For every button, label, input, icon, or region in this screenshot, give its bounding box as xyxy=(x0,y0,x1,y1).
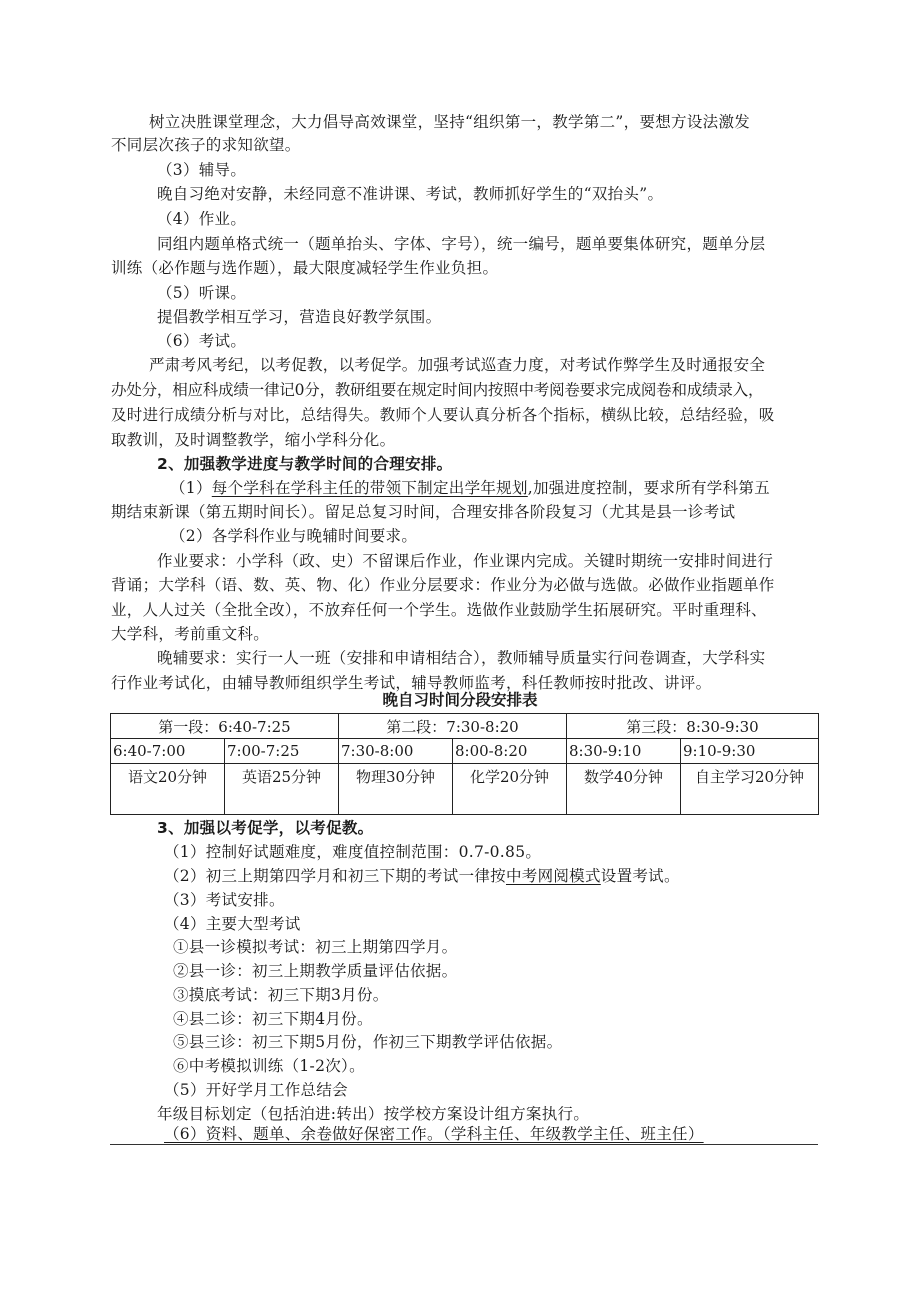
homework-line: 作业要求：小学科（政、史）不留课后作业，作业课内完成。关键时期统一安排时间进行 xyxy=(157,552,774,570)
paragraph-line: 期结束新课（第五期时间长）。留足总复习时间，合理安排各阶段复习（尤其是县一诊考试 xyxy=(111,503,736,521)
time-cell: 8:00-8:20 xyxy=(453,739,567,764)
paragraph-line: 训练（必作题与选作题），最大限度减轻学生作业负担。 xyxy=(111,259,499,277)
subject-cell: 化学20分钟 xyxy=(453,764,567,815)
bottom-rule xyxy=(110,1144,818,1145)
time-row xyxy=(111,739,819,764)
exam-list-item: ⑤县三诊：初三下期5月份，作初三下期教学评估依据。 xyxy=(173,1033,563,1051)
exam-list-item: ②县一诊：初三上期教学质量评估依据。 xyxy=(173,962,458,980)
section-3-item-4: （4）主要大型考试 xyxy=(164,915,301,933)
section-3-item-1: （1）控制好试题难度，难度值控制范围：0.7-0.85。 xyxy=(164,843,542,861)
time-cell: 8:30-9:10 xyxy=(567,739,681,764)
homework-line: 业，人人过关（全批全改），不放弃任何一个学生。选做作业鼓励学生拓展研究。平时重理科、 xyxy=(111,601,767,619)
paragraph-line: 树立决胜课堂理念，大力倡导高效课堂，坚持“组织第一，教学第二”，要想方设法激发 xyxy=(149,113,751,131)
paragraph-line: 办处分，相应科成绩一律记0分，教研组要在规定时间内按照中考阅卷要求完成阅卷和成绩录入， xyxy=(111,381,764,399)
paragraph-line: 及时进行成绩分析与对比，总结得失。教师个人要认真分析各个指标，横纵比较，总结经验，吸 xyxy=(111,406,775,424)
underlined-phrase: 中考网阅模式 xyxy=(505,867,601,885)
paragraph-line: 同组内题单格式统一（题单抬头、字体、字号），统一编号，题单要集体研究，题单分层 xyxy=(157,235,766,253)
evening-schedule-table xyxy=(110,713,819,815)
subheading-tutoring: （3）辅导。 xyxy=(157,161,247,179)
section-2-item-2: （2）各学科作业与晚辅时间要求。 xyxy=(170,527,418,545)
paragraph-line: 年级目标划定（包括泊进:转出）按学校方案设计组方案执行。 xyxy=(157,1105,590,1123)
time-cell: 7:30-8:00 xyxy=(339,739,453,764)
tutoring-line: 行作业考试化，由辅导教师组织学生考试，辅导教师监考，科任教师按时批改、讲评。 xyxy=(111,674,712,692)
exam-list-item: ⑥中考模拟训练（1-2次）。 xyxy=(173,1057,365,1075)
paragraph-line: 严肃考风考纪，以考促教，以考促学。加强考试巡查力度，对考试作弊学生及时通报安全 xyxy=(149,356,766,374)
segment-cell: 第二段：7:30-8:20 xyxy=(339,714,567,739)
section-3-item-6: （6）资料、题单、余卷做好保密工作。（学科主任、年级教学主任、班主任） xyxy=(164,1125,704,1143)
paragraph-line: 不同层次孩子的求知欲望。 xyxy=(111,136,301,154)
item-text: （2）初三上期第四学月和初三下期的考试一律按 xyxy=(164,867,506,885)
exam-list-item: ④县二诊：初三下期4月份。 xyxy=(173,1010,373,1028)
segment-cell: 第一段：6:40-7:25 xyxy=(111,714,339,739)
subject-cell: 语文20分钟 xyxy=(111,764,225,815)
subject-cell: 自主学习20分钟 xyxy=(681,764,819,815)
subject-row xyxy=(111,764,819,815)
homework-line: 背诵；大学科（语、数、英、物、化）作业分层要求：作业分为必做与选做。必做作业指题单作 xyxy=(111,576,775,594)
time-cell: 7:00-7:25 xyxy=(225,739,339,764)
section-2-heading: 2、加强教学进度与教学时间的合理安排。 xyxy=(157,455,453,473)
homework-line: 大学科，考前重文科。 xyxy=(111,625,270,643)
segment-row xyxy=(111,714,819,739)
paragraph-line: 取教训，及时调整教学，缩小学科分化。 xyxy=(111,431,396,449)
section-2-item-1 xyxy=(170,478,770,498)
item-text: 设置考试。 xyxy=(600,867,680,885)
section-3-item-3: （3）考试安排。 xyxy=(164,891,285,909)
section-3-item-2 xyxy=(164,866,680,886)
subheading-exam: （6）考试。 xyxy=(157,332,247,350)
subject-cell: 数学40分钟 xyxy=(567,764,681,815)
subject-cell: 英语25分钟 xyxy=(225,764,339,815)
table-caption: 晚自习时间分段安排表 xyxy=(382,691,538,709)
item-number: （1） xyxy=(170,479,212,497)
paragraph-line: 晚自习绝对安静，未经同意不准讲课、考试，教师抓好学生的“双抬头”。 xyxy=(157,185,664,203)
underlined-phrase: 每个学科在学科主任的带领下制定出学年规划 xyxy=(211,479,528,497)
time-cell: 6:40-7:00 xyxy=(111,739,225,764)
section-3-item-5: （5）开好学月工作总结会 xyxy=(164,1081,348,1099)
section-3-heading: 3、加强以考促学，以考促教。 xyxy=(157,819,374,837)
segment-cell: 第三段：8:30-9:30 xyxy=(567,714,819,739)
time-cell: 9:10-9:30 xyxy=(681,739,819,764)
subheading-lecture: （5）听课。 xyxy=(157,284,247,302)
exam-list-item: ③摸底考试：初三下期3月份。 xyxy=(173,986,389,1004)
paragraph-line: 提倡教学相互学习，营造良好教学氛围。 xyxy=(157,308,442,326)
tutoring-line: 晚辅要求：实行一人一班（安排和申请相结合），教师辅导质量实行问卷调查，大学科实 xyxy=(157,649,766,667)
exam-list-item: ①县一诊模拟考试：初三上期第四学月。 xyxy=(173,938,458,956)
item-text: ,加强进度控制，要求所有学科第五 xyxy=(527,479,771,497)
subheading-homework: （4）作业。 xyxy=(157,210,247,228)
subject-cell: 物理30分钟 xyxy=(339,764,453,815)
